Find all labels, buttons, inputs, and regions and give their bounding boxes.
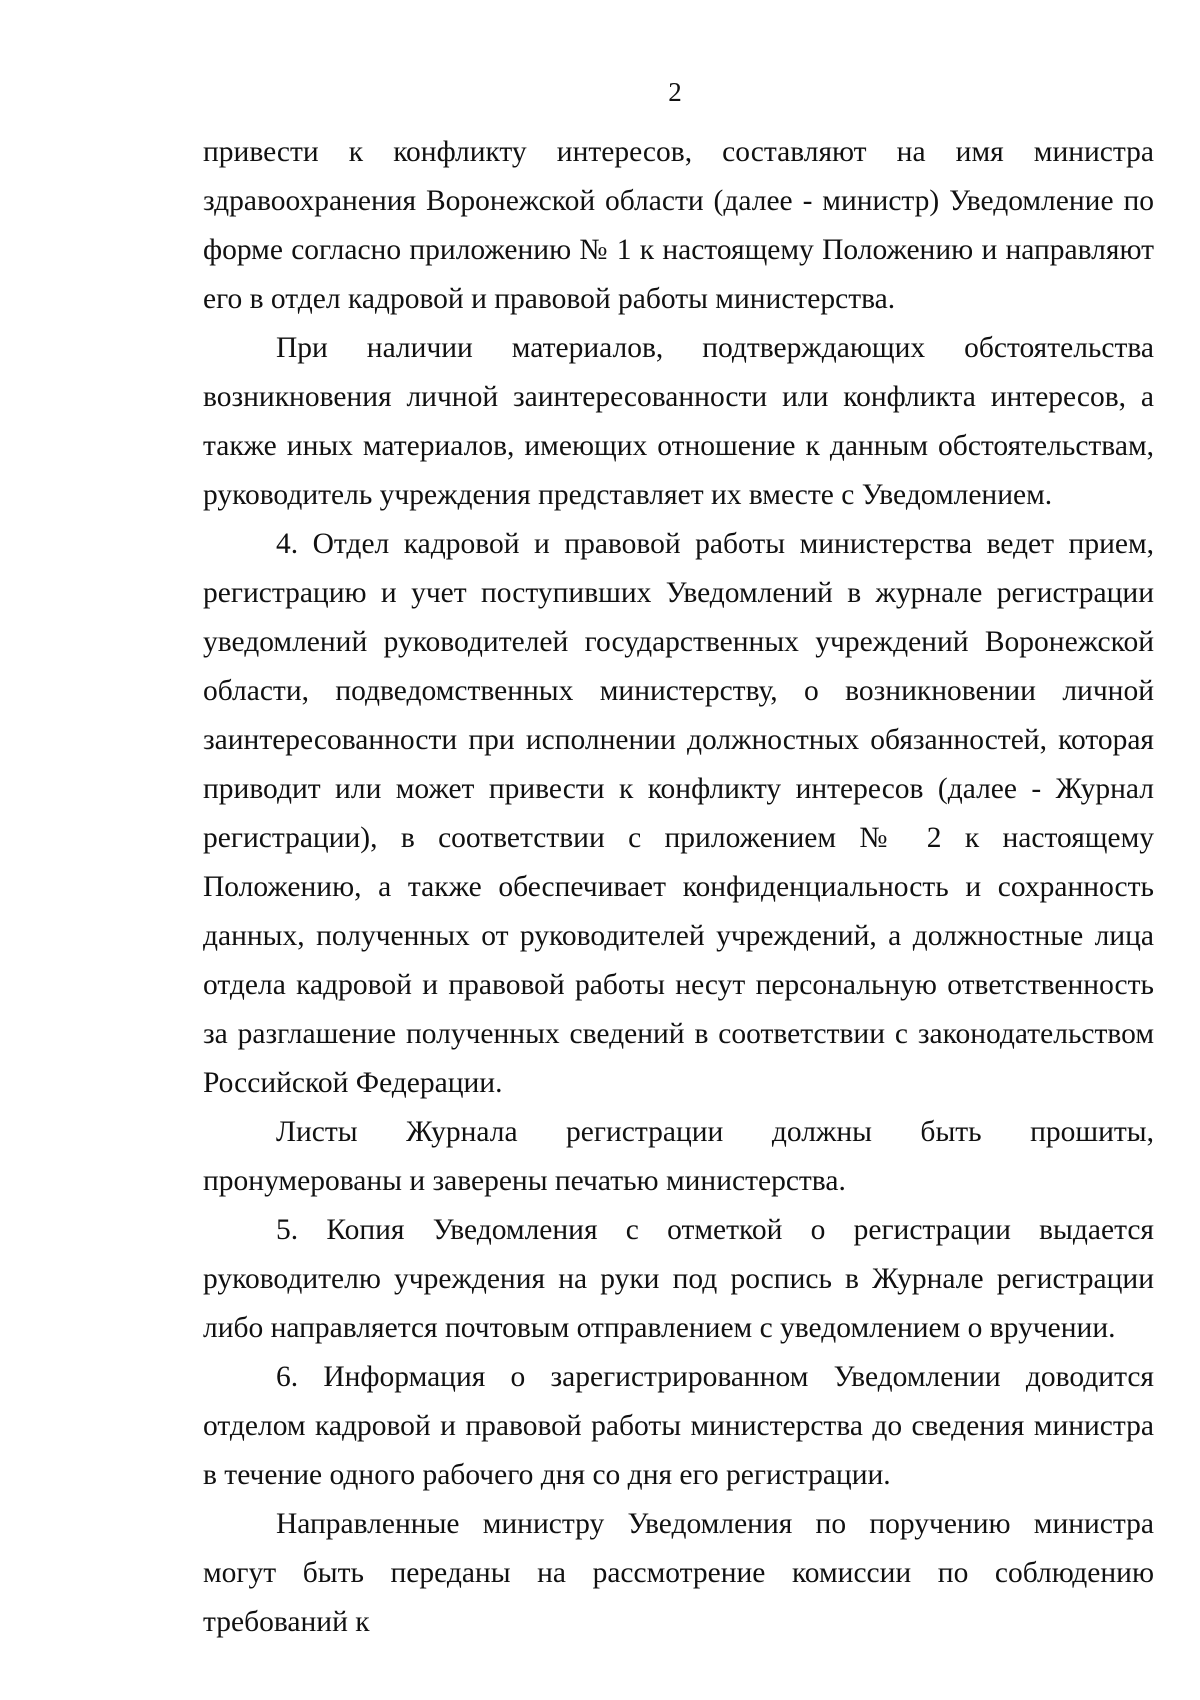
paragraph-materials: При наличии материалов, подтверждающих обстоятельства возникновения личной заинтересованности или конфликта интересов, а также иных материалов, имеющих отношение к данным обстоятельствам, руководитель учреждения представляет их вместе с Уведомлением. (203, 332, 1154, 511)
paragraph-journal-sheets: Листы Журнала регистрации должны быть прошиты, пронумерованы и заверены печатью министерства. (203, 1116, 1154, 1197)
paragraph-item-4: 4. Отдел кадровой и правовой работы министерства ведет прием, регистрацию и учет поступивших Уведомлений в журнале регистрации уведомлений руководителей государственных учреждений Воронежской области, подведомственных министерству, о возникновении личной заинтересованности при исполнении должностных обязанностей, которая приводит или может привести к конфликту интересов (далее - Журнал регистрации), в соответствии с приложением № 2 к настоящему Положению, а также обеспечивает конфиденциальность и сохранность данных, полученных от руководителей учреждений, а должностные лица отдела кадровой и правовой работы несут персональную ответственность за разглашение полученных сведений в соответствии с законодательством Российской Федерации. (203, 528, 1154, 1099)
paragraph-item-6: 6. Информация о зарегистрированном Уведомлении доводится отделом кадровой и правовой работы министерства до сведения министра в течение одного рабочего дня со дня его регистрации. (203, 1361, 1154, 1491)
paragraph-continuation: привести к конфликту интересов, составляют на имя министра здравоохранения Воронежской области (далее - министр) Уведомление по форме согласно приложению № 1 к настоящему Положению и направляют его в отдел кадровой и правовой работы министерства. (203, 136, 1154, 315)
paragraph-item-5: 5. Копия Уведомления с отметкой о регистрации выдается руководителю учреждения на руки под роспись в Журнале регистрации либо направляется почтовым отправлением с уведомлением о вручении. (203, 1214, 1154, 1344)
page-number: 2 (668, 77, 682, 107)
document-body (203, 128, 1154, 1647)
paragraph-commission: Направленные министру Уведомления по поручению министра могут быть переданы на рассмотрение комиссии по соблюдению требований к (203, 1508, 1154, 1638)
